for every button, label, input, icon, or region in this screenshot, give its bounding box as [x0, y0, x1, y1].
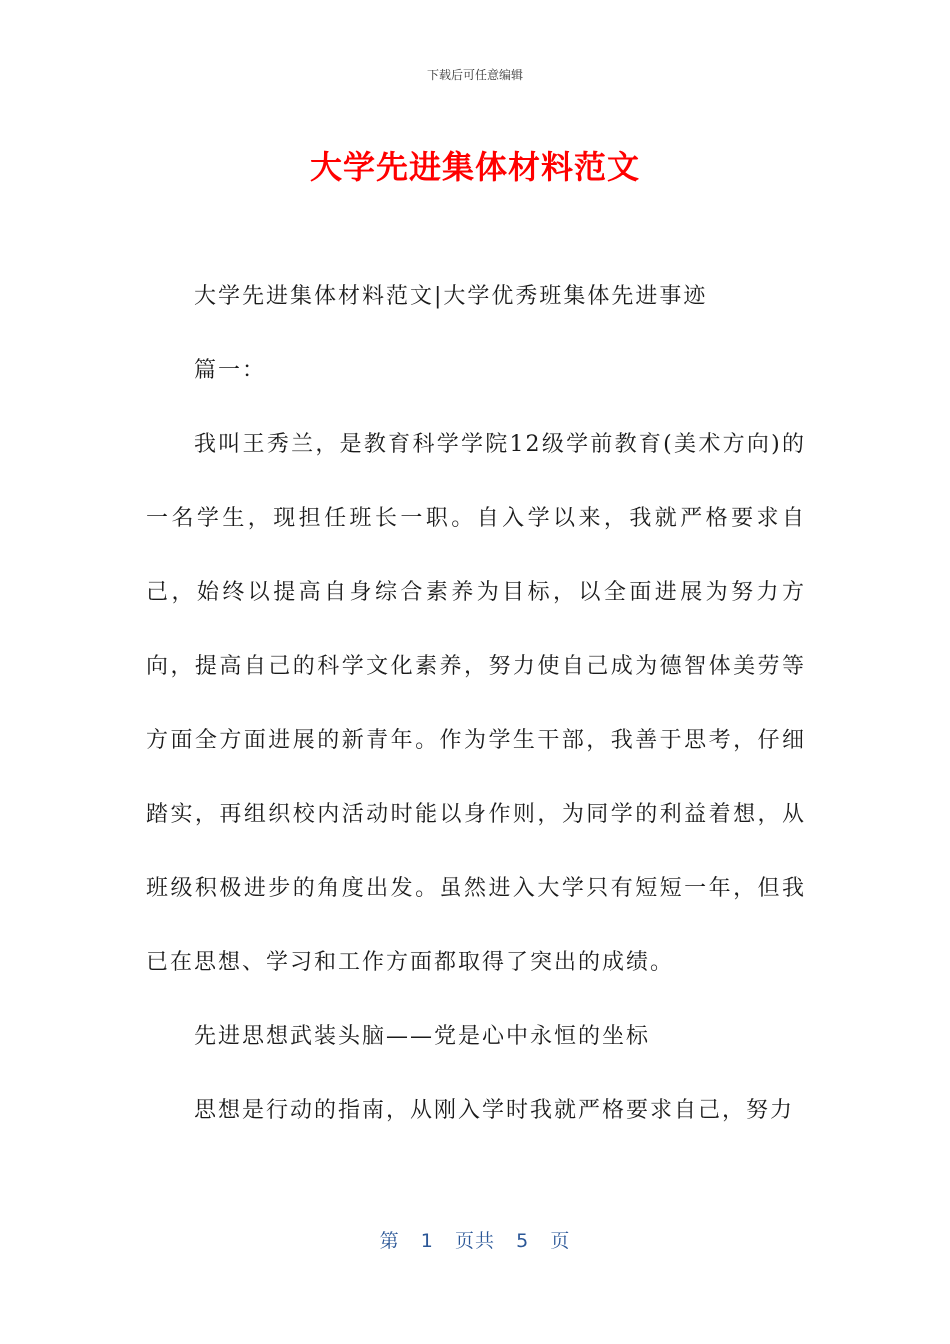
- page-footer: [0, 1226, 950, 1253]
- paragraph-subtitle: 大学先进集体材料范文|大学优秀班集体先进事迹: [194, 284, 708, 309]
- footer-middle: 页共: [454, 1230, 495, 1252]
- paragraph-thought: 思想是行动的指南，从刚入学时我就严格要求自己，努力: [194, 1098, 795, 1123]
- footer-suffix: 页: [550, 1230, 571, 1252]
- paragraph-intro: 我叫王秀兰，是教育科学学院12级学前教育(美术方向)的一名学生，现担任班长一职。自入学以来，我就严格要求自己，始终以提高自身综合素养为目标，以全面进展为努力方向，提高自己的科学文化素养，努力使自己成为德智体美劳等方面全方面进展的新青年。作为学生干部，我善于思考，仔细踏实，再组织校内活动时能以身作则，为同学的利益着想，从班级积极进步的角度出发。虽然进入大学只有短短一年，但我已在思想、学习和工作方面都取得了突出的成绩。: [146, 432, 806, 975]
- footer-current-page: 1: [420, 1230, 434, 1252]
- footer-prefix: 第: [379, 1230, 400, 1252]
- page-header-note: 下载后可任意编辑: [426, 68, 523, 82]
- document-title: 大学先进集体材料范文: [309, 148, 640, 186]
- document-body: [146, 260, 806, 1148]
- footer-total-pages: 5: [516, 1230, 530, 1252]
- paragraph-section-label: 篇一：: [194, 358, 267, 383]
- paragraph-heading-thought: 先进思想武装头脑——党是心中永恒的坐标: [194, 1024, 651, 1049]
